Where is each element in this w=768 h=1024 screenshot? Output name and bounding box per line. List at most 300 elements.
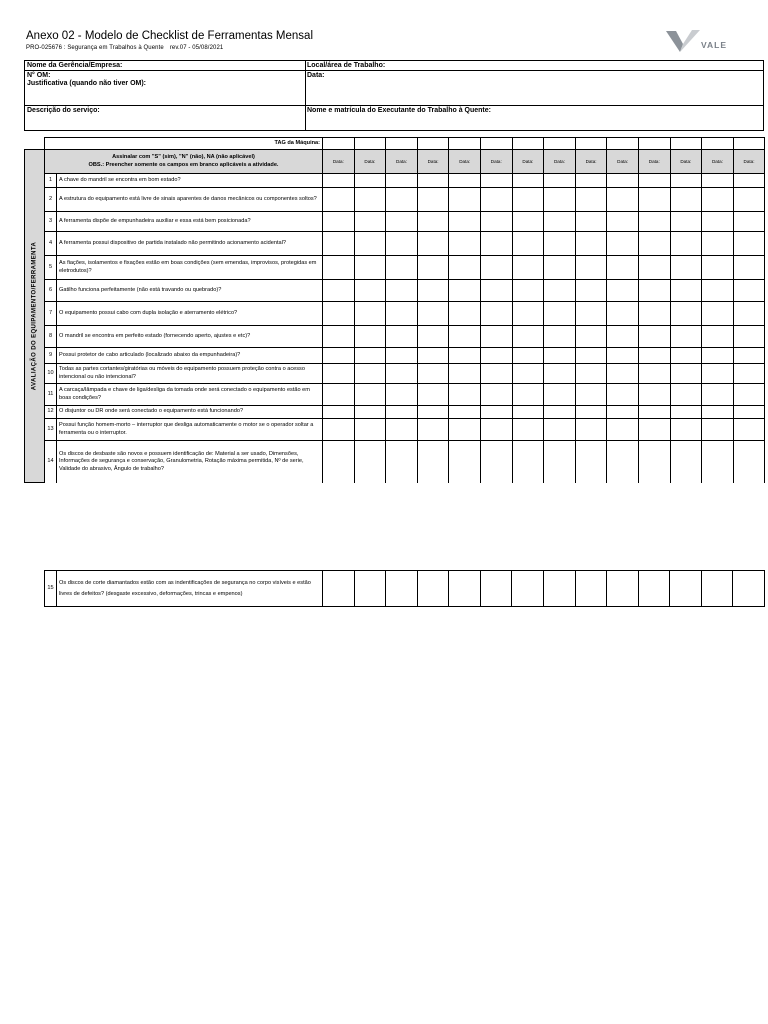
answer-cell[interactable] bbox=[702, 326, 734, 348]
answer-cell[interactable] bbox=[386, 302, 418, 326]
answer-cell[interactable] bbox=[323, 174, 355, 188]
answer-cell[interactable] bbox=[544, 232, 576, 256]
item-number: 14 bbox=[45, 441, 57, 483]
answer-cell[interactable] bbox=[354, 174, 386, 188]
answer-cell[interactable] bbox=[417, 256, 449, 280]
answer-cell[interactable] bbox=[544, 384, 576, 406]
answer-cell[interactable] bbox=[733, 174, 765, 188]
answer-cell[interactable] bbox=[480, 256, 512, 280]
item-question: Todas as partes cortantes/giratórias ou móveis do equipamento possuem proteção contra o acesso intencional ou não intencional? bbox=[57, 364, 323, 384]
answer-cell[interactable] bbox=[512, 302, 544, 326]
answer-cell[interactable] bbox=[638, 406, 670, 419]
item-number: 4 bbox=[45, 232, 57, 256]
answer-cell[interactable] bbox=[480, 406, 512, 419]
answer-cell[interactable] bbox=[575, 256, 607, 280]
answer-cell[interactable] bbox=[449, 280, 481, 302]
answer-cell[interactable] bbox=[449, 384, 481, 406]
answer-cell[interactable] bbox=[607, 348, 639, 364]
date-header-cell[interactable]: Data: bbox=[480, 150, 512, 174]
answer-cell[interactable] bbox=[701, 571, 733, 607]
answer-cell[interactable] bbox=[512, 419, 544, 441]
field-executante[interactable]: Nome e matrícula do Executante do Trabalho à Quente: bbox=[307, 107, 491, 114]
answer-cell[interactable] bbox=[702, 212, 734, 232]
checklist-row bbox=[25, 384, 765, 406]
answer-cell[interactable] bbox=[607, 364, 639, 384]
answer-cell[interactable] bbox=[575, 188, 607, 212]
answer-cell[interactable] bbox=[670, 441, 702, 483]
answer-cell[interactable] bbox=[544, 302, 576, 326]
answer-cell[interactable] bbox=[544, 326, 576, 348]
answer-cell[interactable] bbox=[638, 280, 670, 302]
item-question: O equipamento possui cabo com dupla isolação e aterramento elétrico? bbox=[57, 302, 323, 326]
answer-cell[interactable] bbox=[607, 232, 639, 256]
answer-cell[interactable] bbox=[607, 174, 639, 188]
item-question: Possui função homem-morto – interruptor que desliga automaticamente o motor se o operador soltar a ferramenta ou o interruptor. bbox=[57, 419, 323, 441]
answer-cell[interactable] bbox=[354, 571, 386, 607]
answer-cell[interactable] bbox=[323, 232, 355, 256]
answer-cell[interactable] bbox=[638, 256, 670, 280]
answer-cell[interactable] bbox=[386, 188, 418, 212]
item-question: A ferramenta dispõe de empunhadeira auxiliar e essa está bem posicionada? bbox=[57, 212, 323, 232]
answer-cell[interactable] bbox=[607, 212, 639, 232]
item-number: 9 bbox=[45, 348, 57, 364]
answer-cell[interactable] bbox=[544, 441, 576, 483]
answer-cell[interactable] bbox=[323, 571, 355, 607]
answer-cell[interactable] bbox=[670, 326, 702, 348]
answer-cell[interactable] bbox=[702, 419, 734, 441]
answer-cell[interactable] bbox=[702, 280, 734, 302]
date-header-cell[interactable]: Data: bbox=[544, 150, 576, 174]
answer-cell[interactable] bbox=[638, 174, 670, 188]
item-question: A chave do mandril se encontra em bom estado? bbox=[57, 174, 323, 188]
procedure-code: PRO-025676 : Segurança em Trabalhos à Quente bbox=[26, 45, 164, 51]
checklist-row bbox=[25, 364, 765, 384]
answer-cell[interactable] bbox=[480, 174, 512, 188]
answer-cell[interactable] bbox=[480, 348, 512, 364]
answer-cell[interactable] bbox=[417, 406, 449, 419]
side-label-cell bbox=[25, 150, 45, 483]
answer-cell[interactable] bbox=[354, 280, 386, 302]
answer-cell[interactable] bbox=[480, 384, 512, 406]
answer-cell[interactable] bbox=[544, 406, 576, 419]
answer-cell[interactable] bbox=[638, 419, 670, 441]
answer-cell[interactable] bbox=[480, 441, 512, 483]
answer-cell[interactable] bbox=[386, 326, 418, 348]
checklist-row bbox=[25, 326, 765, 348]
tag-input-cell[interactable] bbox=[512, 138, 544, 150]
answer-cell[interactable] bbox=[323, 326, 355, 348]
answer-cell[interactable] bbox=[323, 384, 355, 406]
answer-cell[interactable] bbox=[575, 419, 607, 441]
answer-cell[interactable] bbox=[702, 232, 734, 256]
date-header-cell[interactable]: Data: bbox=[323, 150, 355, 174]
tag-input-cell[interactable] bbox=[417, 138, 449, 150]
instruction-row bbox=[25, 150, 765, 174]
answer-cell[interactable] bbox=[449, 256, 481, 280]
field-gerencia[interactable]: Nome da Gerência/Empresa: bbox=[27, 62, 123, 69]
answer-cell[interactable] bbox=[733, 348, 765, 364]
answer-cell[interactable] bbox=[575, 302, 607, 326]
answer-cell[interactable] bbox=[449, 174, 481, 188]
answer-cell[interactable] bbox=[607, 188, 639, 212]
item-question: Possui protetor de cabo articulado (localizado abaixo da empunhadeira)? bbox=[57, 348, 323, 364]
answer-cell[interactable] bbox=[354, 302, 386, 326]
answer-cell[interactable] bbox=[607, 256, 639, 280]
answer-cell[interactable] bbox=[480, 188, 512, 212]
answer-cell[interactable] bbox=[702, 406, 734, 419]
answer-cell[interactable] bbox=[386, 280, 418, 302]
answer-cell[interactable] bbox=[480, 232, 512, 256]
answer-cell[interactable] bbox=[575, 326, 607, 348]
answer-cell[interactable] bbox=[512, 348, 544, 364]
answer-cell[interactable] bbox=[323, 302, 355, 326]
answer-cell[interactable] bbox=[670, 188, 702, 212]
checklist-row bbox=[25, 212, 765, 232]
answer-cell[interactable] bbox=[733, 302, 765, 326]
answer-cell[interactable] bbox=[323, 212, 355, 232]
document-subtitle bbox=[26, 45, 223, 51]
answer-cell[interactable] bbox=[354, 326, 386, 348]
answer-cell[interactable] bbox=[733, 571, 765, 607]
answer-cell[interactable] bbox=[512, 256, 544, 280]
answer-cell[interactable] bbox=[354, 419, 386, 441]
answer-cell[interactable] bbox=[575, 384, 607, 406]
answer-cell[interactable] bbox=[449, 212, 481, 232]
answer-cell[interactable] bbox=[638, 188, 670, 212]
date-header-cell[interactable]: Data: bbox=[607, 150, 639, 174]
answer-cell[interactable] bbox=[480, 212, 512, 232]
date-header-cell[interactable]: Data: bbox=[449, 150, 481, 174]
answer-cell[interactable] bbox=[449, 188, 481, 212]
answer-cell[interactable] bbox=[670, 256, 702, 280]
answer-cell[interactable] bbox=[417, 384, 449, 406]
answer-cell[interactable] bbox=[417, 212, 449, 232]
tag-input-cell[interactable] bbox=[480, 138, 512, 150]
answer-cell[interactable] bbox=[607, 302, 639, 326]
spacer-cell bbox=[25, 138, 45, 150]
answer-cell[interactable] bbox=[733, 441, 765, 483]
answer-cell[interactable] bbox=[544, 348, 576, 364]
answer-cell[interactable] bbox=[670, 406, 702, 419]
answer-cell[interactable] bbox=[702, 174, 734, 188]
item-number: 7 bbox=[45, 302, 57, 326]
answer-cell[interactable] bbox=[449, 348, 481, 364]
answer-cell[interactable] bbox=[575, 364, 607, 384]
answer-cell[interactable] bbox=[575, 280, 607, 302]
answer-cell[interactable] bbox=[607, 280, 639, 302]
answer-cell[interactable] bbox=[575, 232, 607, 256]
tag-input-cell[interactable] bbox=[638, 138, 670, 150]
answer-cell[interactable] bbox=[354, 406, 386, 419]
answer-cell[interactable] bbox=[544, 280, 576, 302]
answer-cell[interactable] bbox=[512, 174, 544, 188]
document-title: Anexo 02 - Modelo de Checklist de Ferramentas Mensal bbox=[26, 30, 314, 42]
answer-cell[interactable] bbox=[544, 188, 576, 212]
answer-cell[interactable] bbox=[702, 188, 734, 212]
answer-cell[interactable] bbox=[702, 348, 734, 364]
date-header-cell[interactable]: Data: bbox=[638, 150, 670, 174]
item-question: A estrutura do equipamento está livre de sinais aparentes de danos mecânicos ou componentes soltos? bbox=[57, 188, 323, 212]
answer-cell[interactable] bbox=[417, 571, 449, 607]
answer-cell[interactable] bbox=[354, 212, 386, 232]
answer-cell[interactable] bbox=[323, 348, 355, 364]
answer-cell[interactable] bbox=[417, 280, 449, 302]
answer-cell[interactable] bbox=[417, 188, 449, 212]
field-local[interactable]: Local/área de Trabalho: bbox=[307, 62, 386, 69]
answer-cell[interactable] bbox=[512, 571, 544, 607]
tag-input-cell[interactable] bbox=[386, 138, 418, 150]
answer-cell[interactable] bbox=[544, 256, 576, 280]
answer-cell[interactable] bbox=[323, 256, 355, 280]
answer-cell[interactable] bbox=[354, 188, 386, 212]
answer-cell[interactable] bbox=[670, 364, 702, 384]
item-question: A carcaça/lâmpada e chave de liga/desliga da tomada onde será conectado o equipamento estão em boas condições? bbox=[57, 384, 323, 406]
checklist-table-continued bbox=[44, 570, 765, 607]
answer-cell[interactable] bbox=[417, 348, 449, 364]
vale-v-icon bbox=[666, 28, 700, 54]
answer-cell[interactable] bbox=[607, 419, 639, 441]
answer-cell[interactable] bbox=[638, 441, 670, 483]
answer-cell[interactable] bbox=[543, 571, 575, 607]
field-om[interactable]: N° OM: bbox=[27, 72, 51, 79]
field-justificativa[interactable]: Justificativa (quando não tiver OM): bbox=[27, 80, 147, 87]
answer-cell[interactable] bbox=[386, 419, 418, 441]
answer-cell[interactable] bbox=[512, 232, 544, 256]
answer-cell[interactable] bbox=[386, 212, 418, 232]
answer-cell[interactable] bbox=[544, 419, 576, 441]
item-number: 10 bbox=[45, 364, 57, 384]
answer-cell[interactable] bbox=[512, 441, 544, 483]
answer-cell[interactable] bbox=[480, 280, 512, 302]
answer-cell[interactable] bbox=[512, 280, 544, 302]
answer-cell[interactable] bbox=[638, 326, 670, 348]
answer-cell[interactable] bbox=[638, 571, 670, 607]
answer-cell[interactable] bbox=[449, 302, 481, 326]
answer-cell[interactable] bbox=[480, 364, 512, 384]
answer-cell[interactable] bbox=[733, 212, 765, 232]
side-label: AVALIAÇÃO DO EQUIPAMENTO/FERRAMENTA bbox=[30, 241, 37, 391]
answer-cell[interactable] bbox=[733, 326, 765, 348]
answer-cell[interactable] bbox=[670, 302, 702, 326]
answer-cell[interactable] bbox=[354, 441, 386, 483]
answer-cell[interactable] bbox=[323, 406, 355, 419]
answer-cell[interactable] bbox=[354, 232, 386, 256]
tag-input-cell[interactable] bbox=[449, 138, 481, 150]
answer-cell[interactable] bbox=[733, 256, 765, 280]
answer-cell[interactable] bbox=[607, 406, 639, 419]
answer-cell[interactable] bbox=[386, 441, 418, 483]
item-question: O mandril se encontra em perfeito estado (fornecendo aperto, ajustes e etc)? bbox=[57, 326, 323, 348]
answer-cell[interactable] bbox=[512, 364, 544, 384]
answer-cell[interactable] bbox=[607, 571, 639, 607]
tag-input-cell[interactable] bbox=[733, 138, 765, 150]
field-descricao[interactable]: Descrição do serviço: bbox=[27, 107, 100, 114]
answer-cell[interactable] bbox=[733, 232, 765, 256]
instruction-cell bbox=[45, 150, 323, 174]
answer-cell[interactable] bbox=[702, 302, 734, 326]
answer-cell[interactable] bbox=[575, 406, 607, 419]
answer-cell[interactable] bbox=[733, 419, 765, 441]
checklist-row bbox=[25, 348, 765, 364]
date-header-cell[interactable]: Data: bbox=[386, 150, 418, 174]
answer-cell[interactable] bbox=[354, 384, 386, 406]
date-header-cell[interactable]: Data: bbox=[670, 150, 702, 174]
item-number: 13 bbox=[45, 419, 57, 441]
item-number: 11 bbox=[45, 384, 57, 406]
answer-cell[interactable] bbox=[733, 364, 765, 384]
tag-row bbox=[25, 138, 765, 150]
field-data[interactable]: Data: bbox=[307, 72, 325, 79]
answer-cell[interactable] bbox=[449, 326, 481, 348]
answer-cell[interactable] bbox=[670, 174, 702, 188]
answer-cell[interactable] bbox=[386, 256, 418, 280]
checklist-row bbox=[25, 174, 765, 188]
tag-input-cell[interactable] bbox=[354, 138, 386, 150]
answer-cell[interactable] bbox=[544, 174, 576, 188]
date-header-cell[interactable]: Data: bbox=[512, 150, 544, 174]
date-header-cell[interactable]: Data: bbox=[417, 150, 449, 174]
answer-cell[interactable] bbox=[607, 326, 639, 348]
answer-cell[interactable] bbox=[575, 441, 607, 483]
answer-cell[interactable] bbox=[417, 441, 449, 483]
answer-cell[interactable] bbox=[733, 188, 765, 212]
answer-cell[interactable] bbox=[323, 280, 355, 302]
answer-cell[interactable] bbox=[386, 406, 418, 419]
answer-cell[interactable] bbox=[480, 419, 512, 441]
answer-cell[interactable] bbox=[638, 302, 670, 326]
answer-cell[interactable] bbox=[323, 419, 355, 441]
checklist-row bbox=[25, 441, 765, 483]
answer-cell[interactable] bbox=[386, 232, 418, 256]
tag-input-cell[interactable] bbox=[575, 138, 607, 150]
answer-cell[interactable] bbox=[575, 348, 607, 364]
answer-cell[interactable] bbox=[733, 280, 765, 302]
item-number: 6 bbox=[45, 280, 57, 302]
answer-cell[interactable] bbox=[323, 441, 355, 483]
checklist-row bbox=[45, 571, 765, 607]
item-number: 3 bbox=[45, 212, 57, 232]
answer-cell[interactable] bbox=[702, 256, 734, 280]
answer-cell[interactable] bbox=[386, 571, 418, 607]
item-number: 1 bbox=[45, 174, 57, 188]
answer-cell[interactable] bbox=[386, 384, 418, 406]
answer-cell[interactable] bbox=[575, 571, 607, 607]
checklist-table bbox=[24, 137, 765, 483]
answer-cell[interactable] bbox=[702, 441, 734, 483]
answer-cell[interactable] bbox=[670, 348, 702, 364]
answer-cell[interactable] bbox=[449, 419, 481, 441]
answer-cell[interactable] bbox=[512, 384, 544, 406]
answer-cell[interactable] bbox=[449, 232, 481, 256]
tag-input-cell[interactable] bbox=[544, 138, 576, 150]
answer-cell[interactable] bbox=[512, 188, 544, 212]
item-question: O disjuntor ou DR onde será conectado o equipamento está funcionando? bbox=[57, 406, 323, 419]
answer-cell[interactable] bbox=[323, 364, 355, 384]
answer-cell[interactable] bbox=[480, 326, 512, 348]
answer-cell[interactable] bbox=[480, 571, 512, 607]
answer-cell[interactable] bbox=[449, 441, 481, 483]
item-question: As fiações, isolamentos e fixações estão em boas condições (sem emendas, improvisos, protegidas em eletrodutos)? bbox=[57, 256, 323, 280]
item-number: 8 bbox=[45, 326, 57, 348]
answer-cell[interactable] bbox=[354, 348, 386, 364]
answer-cell[interactable] bbox=[449, 406, 481, 419]
answer-cell[interactable] bbox=[386, 364, 418, 384]
answer-cell[interactable] bbox=[323, 188, 355, 212]
answer-cell[interactable] bbox=[575, 212, 607, 232]
checklist-row bbox=[25, 188, 765, 212]
answer-cell[interactable] bbox=[638, 212, 670, 232]
item-question: Os discos de desbaste são novos e possuem identificação de: Material a ser usado, Dimensões, Informações de segurança e conservação, Granulometria, Rotação máxima permitida, Nº de serie, Validade do abrasivo, Ângulo de trabalho? bbox=[57, 441, 323, 483]
answer-cell[interactable] bbox=[607, 441, 639, 483]
answer-cell[interactable] bbox=[670, 232, 702, 256]
answer-cell[interactable] bbox=[354, 364, 386, 384]
answer-cell[interactable] bbox=[512, 326, 544, 348]
logo-text: VALE bbox=[701, 40, 728, 50]
answer-cell[interactable] bbox=[607, 384, 639, 406]
answer-cell[interactable] bbox=[702, 384, 734, 406]
instruction-line-2: OBS.: Preencher somente os campos em branco aplicáveis a atividade. bbox=[88, 161, 279, 168]
answer-cell[interactable] bbox=[417, 326, 449, 348]
answer-cell[interactable] bbox=[354, 256, 386, 280]
tag-input-cell[interactable] bbox=[607, 138, 639, 150]
item-number: 5 bbox=[45, 256, 57, 280]
answer-cell[interactable] bbox=[670, 384, 702, 406]
answer-cell[interactable] bbox=[449, 364, 481, 384]
item-question: A ferramenta possui dispositivo de partida instalado não permitindo acionamento acidental? bbox=[57, 232, 323, 256]
answer-cell[interactable] bbox=[638, 232, 670, 256]
answer-cell[interactable] bbox=[670, 280, 702, 302]
answer-cell[interactable] bbox=[733, 384, 765, 406]
answer-cell[interactable] bbox=[512, 406, 544, 419]
answer-cell[interactable] bbox=[386, 174, 418, 188]
answer-cell[interactable] bbox=[449, 571, 481, 607]
answer-cell[interactable] bbox=[544, 364, 576, 384]
answer-cell[interactable] bbox=[670, 212, 702, 232]
date-header-cell[interactable]: Data: bbox=[702, 150, 734, 174]
answer-cell[interactable] bbox=[544, 212, 576, 232]
checklist-row bbox=[25, 280, 765, 302]
instruction-line-1: Assinalar com "S" (sim), "N" (não), NA (não aplicável) bbox=[112, 154, 255, 160]
tag-input-cell[interactable] bbox=[670, 138, 702, 150]
answer-cell[interactable] bbox=[575, 174, 607, 188]
tag-input-cell[interactable] bbox=[702, 138, 734, 150]
answer-cell[interactable] bbox=[670, 419, 702, 441]
answer-cell[interactable] bbox=[417, 364, 449, 384]
answer-cell[interactable] bbox=[386, 348, 418, 364]
checklist-row bbox=[25, 232, 765, 256]
answer-cell[interactable] bbox=[638, 384, 670, 406]
tag-input-cell[interactable] bbox=[323, 138, 355, 150]
date-header-cell[interactable]: Data: bbox=[575, 150, 607, 174]
header-divider bbox=[305, 61, 306, 130]
answer-cell[interactable] bbox=[638, 348, 670, 364]
answer-cell[interactable] bbox=[702, 364, 734, 384]
date-header-cell[interactable]: Data: bbox=[354, 150, 386, 174]
answer-cell[interactable] bbox=[417, 232, 449, 256]
answer-cell[interactable] bbox=[480, 302, 512, 326]
answer-cell[interactable] bbox=[512, 212, 544, 232]
item-number: 2 bbox=[45, 188, 57, 212]
checklist-row bbox=[25, 419, 765, 441]
date-header-cell[interactable]: Data: bbox=[733, 150, 765, 174]
answer-cell[interactable] bbox=[670, 571, 702, 607]
answer-cell[interactable] bbox=[417, 419, 449, 441]
answer-cell[interactable] bbox=[638, 364, 670, 384]
answer-cell[interactable] bbox=[733, 406, 765, 419]
answer-cell[interactable] bbox=[417, 174, 449, 188]
revision-label: rev.07 - 05/08/2021 bbox=[169, 45, 224, 51]
answer-cell[interactable] bbox=[417, 302, 449, 326]
